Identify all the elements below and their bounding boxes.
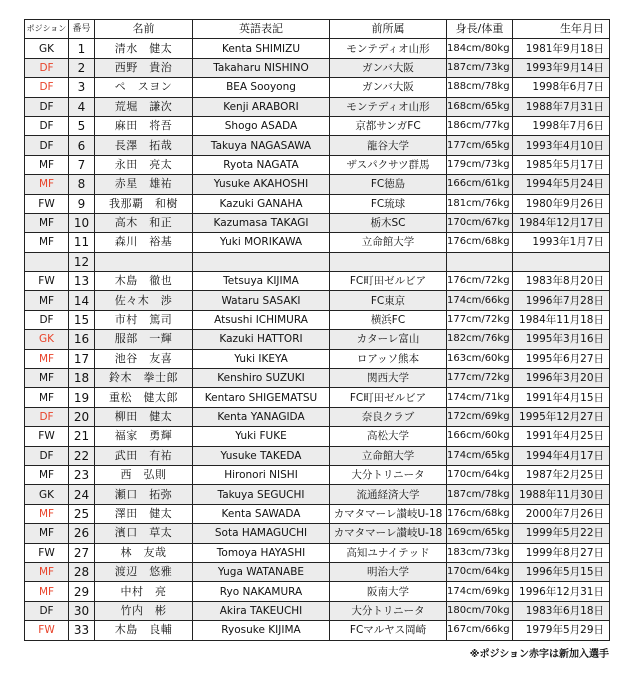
header-name: 名前 xyxy=(95,20,193,39)
cell-number: 11 xyxy=(69,233,95,252)
cell-name: 澤田 健太 xyxy=(95,504,193,523)
cell-number: 17 xyxy=(69,349,95,368)
cell-height-weight: 181cm/76kg xyxy=(447,194,513,213)
cell-height-weight: 176cm/72kg xyxy=(447,272,513,291)
cell-birthday: 1984年12月17日 xyxy=(513,213,610,232)
cell-name: 池谷 友喜 xyxy=(95,349,193,368)
cell-previous-team: モンテディオ山形 xyxy=(330,97,447,116)
cell-position: MF xyxy=(25,213,69,232)
cell-birthday: 1993年9月14日 xyxy=(513,58,610,77)
cell-birthday: 1981年9月18日 xyxy=(513,39,610,58)
cell-height-weight: 170cm/64kg xyxy=(447,465,513,484)
header-position: ポジション xyxy=(25,20,69,39)
table-row xyxy=(25,78,610,97)
cell-name: 中村 亮 xyxy=(95,582,193,601)
cell-position: FW xyxy=(25,621,69,640)
cell-height-weight: 176cm/68kg xyxy=(447,233,513,252)
cell-previous-team: FCマルヤス岡崎 xyxy=(330,621,447,640)
table-row xyxy=(25,97,610,116)
table-row xyxy=(25,116,610,135)
cell-english: Atsushi ICHIMURA xyxy=(193,310,330,329)
cell-birthday: 1996年5月15日 xyxy=(513,562,610,581)
cell-number: 16 xyxy=(69,330,95,349)
new-player-note: ※ポジション赤字は新加入選手 xyxy=(469,649,609,660)
cell-english: Ryosuke KIJIMA xyxy=(193,621,330,640)
cell-birthday: 1984年11月18日 xyxy=(513,310,610,329)
header-english: 英語表記 xyxy=(193,20,330,39)
cell-birthday: 1995年3月16日 xyxy=(513,330,610,349)
cell-number: 26 xyxy=(69,524,95,543)
table-row xyxy=(25,388,610,407)
cell-previous-team: FC町田ゼルビア xyxy=(330,388,447,407)
cell-position: MF xyxy=(25,369,69,388)
cell-number: 33 xyxy=(69,621,95,640)
cell-english: Yusuke TAKEDA xyxy=(193,446,330,465)
cell-english: Kenta SAWADA xyxy=(193,504,330,523)
cell-birthday: 1993年4月10日 xyxy=(513,136,610,155)
cell-number: 19 xyxy=(69,388,95,407)
cell-position: DF xyxy=(25,116,69,135)
cell-birthday: 1985年5月17日 xyxy=(513,155,610,174)
cell-english: Kazuki HATTORI xyxy=(193,330,330,349)
cell-height-weight: 166cm/60kg xyxy=(447,427,513,446)
roster-body xyxy=(25,39,610,640)
cell-previous-team: 阪南大学 xyxy=(330,582,447,601)
cell-birthday: 1999年8月27日 xyxy=(513,543,610,562)
header-birthday: 生年月日 xyxy=(513,20,610,39)
cell-height-weight: 163cm/60kg xyxy=(447,349,513,368)
table-row xyxy=(25,427,610,446)
cell-birthday: 1999年5月22日 xyxy=(513,524,610,543)
cell-position: FW xyxy=(25,427,69,446)
cell-name: 西 弘則 xyxy=(95,465,193,484)
cell-previous-team: 京都サンガFC xyxy=(330,116,447,135)
table-row xyxy=(25,194,610,213)
cell-previous-team: ガンバ大阪 xyxy=(330,78,447,97)
cell-birthday: 1993年1月7日 xyxy=(513,233,610,252)
cell-english: Tetsuya KIJIMA xyxy=(193,272,330,291)
cell-previous-team: FC東京 xyxy=(330,291,447,310)
cell-position: FW xyxy=(25,194,69,213)
cell-previous-team: 関西大学 xyxy=(330,369,447,388)
cell-height-weight: 174cm/71kg xyxy=(447,388,513,407)
cell-number: 6 xyxy=(69,136,95,155)
cell-height-weight: 167cm/66kg xyxy=(447,621,513,640)
cell-previous-team: 横浜FC xyxy=(330,310,447,329)
cell-english: Tomoya HAYASHI xyxy=(193,543,330,562)
table-row xyxy=(25,446,610,465)
cell-number: 21 xyxy=(69,427,95,446)
cell-name: 鈴木 拳士郎 xyxy=(95,369,193,388)
table-row xyxy=(25,465,610,484)
cell-previous-team: 流通経済大学 xyxy=(330,485,447,504)
cell-previous-team: カマタマーレ讃岐U-18 xyxy=(330,504,447,523)
cell-position: DF xyxy=(25,310,69,329)
cell-name: 荒堀 謙次 xyxy=(95,97,193,116)
table-row xyxy=(25,349,610,368)
cell-height-weight: 166cm/61kg xyxy=(447,175,513,194)
cell-number: 14 xyxy=(69,291,95,310)
cell-english: Kentaro SHIGEMATSU xyxy=(193,388,330,407)
cell-name: 西野 貴治 xyxy=(95,58,193,77)
cell-height-weight: 183cm/73kg xyxy=(447,543,513,562)
cell-number: 23 xyxy=(69,465,95,484)
cell-number: 1 xyxy=(69,39,95,58)
table-row xyxy=(25,291,610,310)
cell-height-weight: 176cm/68kg xyxy=(447,504,513,523)
cell-birthday xyxy=(513,252,610,271)
cell-name: 柳田 健太 xyxy=(95,407,193,426)
header-height-weight: 身長/体重 xyxy=(447,20,513,39)
cell-number: 18 xyxy=(69,369,95,388)
roster-sheet xyxy=(24,19,609,660)
cell-position xyxy=(25,252,69,271)
cell-height-weight: 172cm/69kg xyxy=(447,407,513,426)
cell-previous-team: 栃木SC xyxy=(330,213,447,232)
table-row xyxy=(25,543,610,562)
cell-height-weight: 187cm/78kg xyxy=(447,485,513,504)
cell-english: Akira TAKEUCHI xyxy=(193,601,330,620)
cell-number: 4 xyxy=(69,97,95,116)
cell-birthday: 1988年11月30日 xyxy=(513,485,610,504)
cell-english: Kenta SHIMIZU xyxy=(193,39,330,58)
cell-height-weight: 177cm/65kg xyxy=(447,136,513,155)
cell-number: 24 xyxy=(69,485,95,504)
cell-english: Yusuke AKAHOSHI xyxy=(193,175,330,194)
cell-english: Kazumasa TAKAGI xyxy=(193,213,330,232)
cell-height-weight: 177cm/72kg xyxy=(447,310,513,329)
cell-birthday: 1980年9月26日 xyxy=(513,194,610,213)
cell-name: 服部 一輝 xyxy=(95,330,193,349)
cell-name: 永田 亮太 xyxy=(95,155,193,174)
cell-previous-team: カターレ富山 xyxy=(330,330,447,349)
table-row xyxy=(25,58,610,77)
table-row xyxy=(25,155,610,174)
cell-position: MF xyxy=(25,349,69,368)
cell-previous-team: 立命館大学 xyxy=(330,446,447,465)
cell-name: 清水 健太 xyxy=(95,39,193,58)
table-row xyxy=(25,601,610,620)
cell-english: BEA Sooyong xyxy=(193,78,330,97)
cell-position: MF xyxy=(25,504,69,523)
cell-number: 2 xyxy=(69,58,95,77)
cell-number: 10 xyxy=(69,213,95,232)
cell-height-weight: 177cm/72kg xyxy=(447,369,513,388)
cell-height-weight: 184cm/80kg xyxy=(447,39,513,58)
cell-english: Hironori NISHI xyxy=(193,465,330,484)
cell-previous-team: ザスパクサツ群馬 xyxy=(330,155,447,174)
cell-number: 5 xyxy=(69,116,95,135)
cell-birthday: 1996年3月20日 xyxy=(513,369,610,388)
cell-birthday: 1991年4月25日 xyxy=(513,427,610,446)
cell-height-weight: 179cm/73kg xyxy=(447,155,513,174)
cell-name: 福家 勇輝 xyxy=(95,427,193,446)
cell-number: 29 xyxy=(69,582,95,601)
cell-name: 木島 良輔 xyxy=(95,621,193,640)
cell-position: DF xyxy=(25,601,69,620)
cell-english: Takaharu NISHINO xyxy=(193,58,330,77)
cell-position: MF xyxy=(25,562,69,581)
cell-height-weight: 170cm/67kg xyxy=(447,213,513,232)
cell-height-weight: 180cm/70kg xyxy=(447,601,513,620)
table-row xyxy=(25,524,610,543)
cell-height-weight: 170cm/64kg xyxy=(447,562,513,581)
roster-table xyxy=(24,19,610,641)
cell-birthday: 1995年6月27日 xyxy=(513,349,610,368)
cell-height-weight: 174cm/69kg xyxy=(447,582,513,601)
cell-position: MF xyxy=(25,175,69,194)
cell-position: GK xyxy=(25,330,69,349)
cell-previous-team: FC琉球 xyxy=(330,194,447,213)
cell-previous-team: FC徳島 xyxy=(330,175,447,194)
cell-height-weight: 188cm/78kg xyxy=(447,78,513,97)
cell-number: 30 xyxy=(69,601,95,620)
cell-position: MF xyxy=(25,233,69,252)
table-row xyxy=(25,369,610,388)
cell-previous-team: 明治大学 xyxy=(330,562,447,581)
cell-position: FW xyxy=(25,543,69,562)
cell-previous-team: 龍谷大学 xyxy=(330,136,447,155)
cell-name: 佐々木 渉 xyxy=(95,291,193,310)
cell-position: DF xyxy=(25,78,69,97)
cell-height-weight: 174cm/66kg xyxy=(447,291,513,310)
cell-birthday: 1991年4月15日 xyxy=(513,388,610,407)
cell-height-weight: 169cm/65kg xyxy=(447,524,513,543)
cell-birthday: 1983年6月18日 xyxy=(513,601,610,620)
cell-birthday: 1988年7月31日 xyxy=(513,97,610,116)
cell-position: DF xyxy=(25,446,69,465)
cell-english: Yuki IKEYA xyxy=(193,349,330,368)
cell-position: MF xyxy=(25,582,69,601)
cell-name: 竹内 彬 xyxy=(95,601,193,620)
cell-name: 長澤 拓哉 xyxy=(95,136,193,155)
cell-position: GK xyxy=(25,39,69,58)
table-row xyxy=(25,252,610,271)
table-row xyxy=(25,330,610,349)
cell-position: DF xyxy=(25,58,69,77)
cell-birthday: 1998年7月6日 xyxy=(513,116,610,135)
cell-english: Yuga WATANABE xyxy=(193,562,330,581)
cell-number: 28 xyxy=(69,562,95,581)
cell-english: Yuki MORIKAWA xyxy=(193,233,330,252)
cell-previous-team: 大分トリニータ xyxy=(330,601,447,620)
table-row xyxy=(25,175,610,194)
table-row xyxy=(25,621,610,640)
cell-previous-team xyxy=(330,252,447,271)
cell-position: GK xyxy=(25,485,69,504)
cell-position: MF xyxy=(25,155,69,174)
cell-english: Shogo ASADA xyxy=(193,116,330,135)
cell-previous-team: ロアッソ熊本 xyxy=(330,349,447,368)
table-row xyxy=(25,233,610,252)
cell-position: FW xyxy=(25,272,69,291)
header-number: 番号 xyxy=(69,20,95,39)
cell-name: 木島 徹也 xyxy=(95,272,193,291)
table-row xyxy=(25,562,610,581)
table-row xyxy=(25,407,610,426)
cell-number: 27 xyxy=(69,543,95,562)
cell-height-weight: 186cm/77kg xyxy=(447,116,513,135)
cell-position: MF xyxy=(25,524,69,543)
cell-number: 8 xyxy=(69,175,95,194)
cell-previous-team: 奈良クラブ xyxy=(330,407,447,426)
table-row xyxy=(25,213,610,232)
cell-name: 市村 篤司 xyxy=(95,310,193,329)
cell-birthday: 1995年12月27日 xyxy=(513,407,610,426)
header-row xyxy=(25,20,610,39)
cell-position: DF xyxy=(25,97,69,116)
table-row xyxy=(25,310,610,329)
table-row xyxy=(25,136,610,155)
cell-birthday: 1996年7月28日 xyxy=(513,291,610,310)
cell-birthday: 1979年5月29日 xyxy=(513,621,610,640)
cell-english: Yuki FUKE xyxy=(193,427,330,446)
cell-birthday: 1983年8月20日 xyxy=(513,272,610,291)
cell-name: 濱口 草太 xyxy=(95,524,193,543)
cell-birthday: 1987年2月25日 xyxy=(513,465,610,484)
cell-name xyxy=(95,252,193,271)
cell-position: MF xyxy=(25,291,69,310)
cell-previous-team: 立命館大学 xyxy=(330,233,447,252)
cell-english: Sota HAMAGUCHI xyxy=(193,524,330,543)
cell-number: 15 xyxy=(69,310,95,329)
cell-name: 赤星 雄祐 xyxy=(95,175,193,194)
cell-english xyxy=(193,252,330,271)
cell-birthday: 1998年6月7日 xyxy=(513,78,610,97)
table-row xyxy=(25,582,610,601)
cell-name: 林 友哉 xyxy=(95,543,193,562)
cell-birthday: 1996年12月31日 xyxy=(513,582,610,601)
cell-position: MF xyxy=(25,388,69,407)
cell-previous-team: 高知ユナイテッド xyxy=(330,543,447,562)
cell-previous-team: 大分トリニータ xyxy=(330,465,447,484)
cell-previous-team: モンテディオ山形 xyxy=(330,39,447,58)
cell-birthday: 1994年5月24日 xyxy=(513,175,610,194)
table-row xyxy=(25,485,610,504)
cell-english: Kazuki GANAHA xyxy=(193,194,330,213)
cell-number: 9 xyxy=(69,194,95,213)
cell-name: 麻田 将吾 xyxy=(95,116,193,135)
cell-name: 高木 和正 xyxy=(95,213,193,232)
cell-number: 20 xyxy=(69,407,95,426)
cell-english: Ryo NAKAMURA xyxy=(193,582,330,601)
cell-position: MF xyxy=(25,465,69,484)
cell-previous-team: 高松大学 xyxy=(330,427,447,446)
header-previous-team: 前所属 xyxy=(330,20,447,39)
cell-height-weight: 168cm/65kg xyxy=(447,97,513,116)
cell-height-weight xyxy=(447,252,513,271)
cell-name: 重松 健太郎 xyxy=(95,388,193,407)
cell-previous-team: FC町田ゼルビア xyxy=(330,272,447,291)
cell-english: Takuya NAGASAWA xyxy=(193,136,330,155)
cell-birthday: 2000年7月26日 xyxy=(513,504,610,523)
cell-english: Kenta YANAGIDA xyxy=(193,407,330,426)
cell-name: 武田 有祐 xyxy=(95,446,193,465)
cell-birthday: 1994年4月17日 xyxy=(513,446,610,465)
cell-english: Ryota NAGATA xyxy=(193,155,330,174)
cell-height-weight: 187cm/73kg xyxy=(447,58,513,77)
cell-name: 我那覇 和樹 xyxy=(95,194,193,213)
cell-number: 3 xyxy=(69,78,95,97)
cell-number: 12 xyxy=(69,252,95,271)
cell-name: ペ スヨン xyxy=(95,78,193,97)
table-row xyxy=(25,39,610,58)
cell-number: 7 xyxy=(69,155,95,174)
cell-height-weight: 174cm/65kg xyxy=(447,446,513,465)
cell-height-weight: 182cm/76kg xyxy=(447,330,513,349)
cell-english: Kenji ARABORI xyxy=(193,97,330,116)
cell-number: 22 xyxy=(69,446,95,465)
table-row xyxy=(25,504,610,523)
cell-name: 瀬口 拓弥 xyxy=(95,485,193,504)
cell-number: 25 xyxy=(69,504,95,523)
cell-previous-team: カマタマーレ讃岐U-18 xyxy=(330,524,447,543)
cell-english: Kenshiro SUZUKI xyxy=(193,369,330,388)
cell-position: DF xyxy=(25,407,69,426)
cell-english: Wataru SASAKI xyxy=(193,291,330,310)
cell-name: 渡辺 悠雅 xyxy=(95,562,193,581)
cell-name: 森川 裕基 xyxy=(95,233,193,252)
cell-previous-team: ガンバ大阪 xyxy=(330,58,447,77)
cell-position: DF xyxy=(25,136,69,155)
table-row xyxy=(25,272,610,291)
cell-number: 13 xyxy=(69,272,95,291)
cell-english: Takuya SEGUCHI xyxy=(193,485,330,504)
